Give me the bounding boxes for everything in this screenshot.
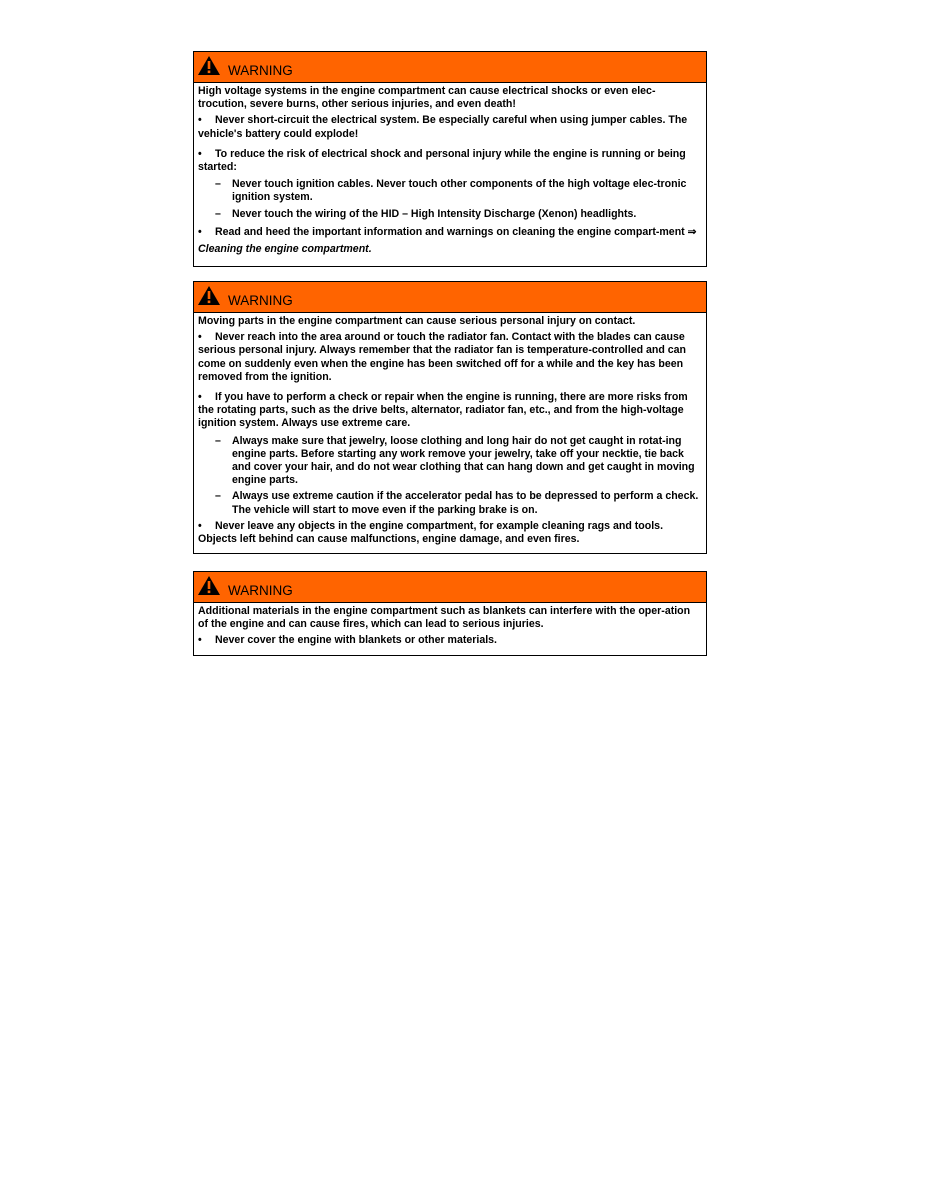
bullet-mark: •	[198, 391, 202, 404]
dash-text: Never touch ignition cables. Never touch other components of the high voltage elec-tronic ignition system.	[232, 178, 687, 204]
bullet-text: To reduce the risk of electrical shock and personal injury while the engine is running or being started:	[198, 147, 686, 174]
dash-mark: –	[215, 434, 221, 447]
dash-text: Always make sure that jewelry, loose clothing and long hair do not get caught in rotat-ing engine parts. Before starting any work remove your jewelry, take off your necktie, tie back and cover your hair, and do not wear clothing that can hang down and get caught in moving engine parts.	[232, 434, 695, 487]
warning-triangle-icon	[198, 56, 220, 75]
dash-text: Always use extreme caution if the accelerator pedal has to be depressed to perform a check. The vehicle will start to move even if the parking brake is on.	[232, 490, 699, 516]
dash-item	[215, 490, 702, 516]
bullet-text: Never leave any objects in the engine compartment, for example cleaning rags and tools. Objects left behind can cause malfunctions, engine damage, and even fires.	[198, 519, 664, 546]
warning-header	[194, 52, 706, 83]
bullet-mark: •	[198, 331, 202, 344]
warning-header	[194, 282, 706, 313]
warning-box-materials	[193, 571, 707, 656]
warning-title: WARNING	[228, 582, 293, 598]
dash-item	[215, 178, 702, 204]
bullet-text: Read and heed the important information and warnings on cleaning the engine compart-ment ⇒	[215, 225, 697, 238]
warning-title: WARNING	[228, 62, 293, 78]
bullet-mark: •	[198, 114, 202, 127]
dash-mark: –	[215, 178, 221, 191]
warning-box-electrical	[193, 51, 707, 267]
warning-triangle-icon	[198, 286, 220, 305]
warning-intro: High voltage systems in the engine compartment can cause electrical shocks or even elec-trocution, severe burns, other serious injuries, and even death!	[198, 85, 656, 111]
dash-item	[215, 435, 702, 488]
bullet-item	[198, 224, 702, 259]
bullet-text: Never short-circuit the electrical system. Be especially careful when using jumper cables. The vehicle's battery could explode!	[198, 114, 688, 140]
dash-mark: –	[215, 207, 221, 220]
warning-header	[194, 572, 706, 603]
warning-body	[194, 603, 706, 655]
warning-intro: Additional materials in the engine compartment such as blankets can interfere with the oper-ation of the engine and can cause fires, which can lead to serious injuries.	[198, 605, 691, 631]
warning-title: WARNING	[228, 292, 293, 308]
bullet-mark: •	[198, 519, 202, 532]
warning-body	[194, 313, 706, 553]
bullet-text: If you have to perform a check or repair when the engine is running, there are more risks from the rotating parts, such as the drive belts, alternator, radiator fan, etc., and from the high-voltage ignition system. Always use extreme care.	[198, 391, 688, 430]
bullet-text: Never reach into the area around or touch the radiator fan. Contact with the blades can cause serious personal injury. Always remember that the radiator fan is temperature-controlled and can come on suddenly even when the engine has been switched off for a while and the key has been removed from the ignition.	[198, 331, 687, 383]
bullet-mark: •	[198, 147, 202, 160]
warning-body	[194, 83, 706, 266]
bullet-item	[198, 520, 702, 546]
bullet-item	[198, 634, 702, 647]
bullet-mark: •	[198, 634, 202, 647]
bullet-item	[198, 331, 702, 384]
warning-box-moving-parts	[193, 281, 707, 554]
warning-triangle-icon	[198, 576, 220, 595]
bullet-item	[198, 114, 702, 140]
bullet-item	[198, 148, 702, 174]
cross-reference-link[interactable]: Cleaning the engine compartment.	[198, 243, 372, 256]
dash-mark: –	[215, 490, 221, 503]
bullet-item	[198, 391, 702, 431]
dash-item	[215, 208, 702, 221]
bullet-mark: •	[198, 225, 202, 238]
warning-intro: Moving parts in the engine compartment can cause serious personal injury on contact.	[198, 315, 636, 327]
bullet-text: Never cover the engine with blankets or other materials.	[215, 634, 498, 647]
dash-text: Never touch the wiring of the HID – High Intensity Discharge (Xenon) headlights.	[232, 207, 637, 220]
